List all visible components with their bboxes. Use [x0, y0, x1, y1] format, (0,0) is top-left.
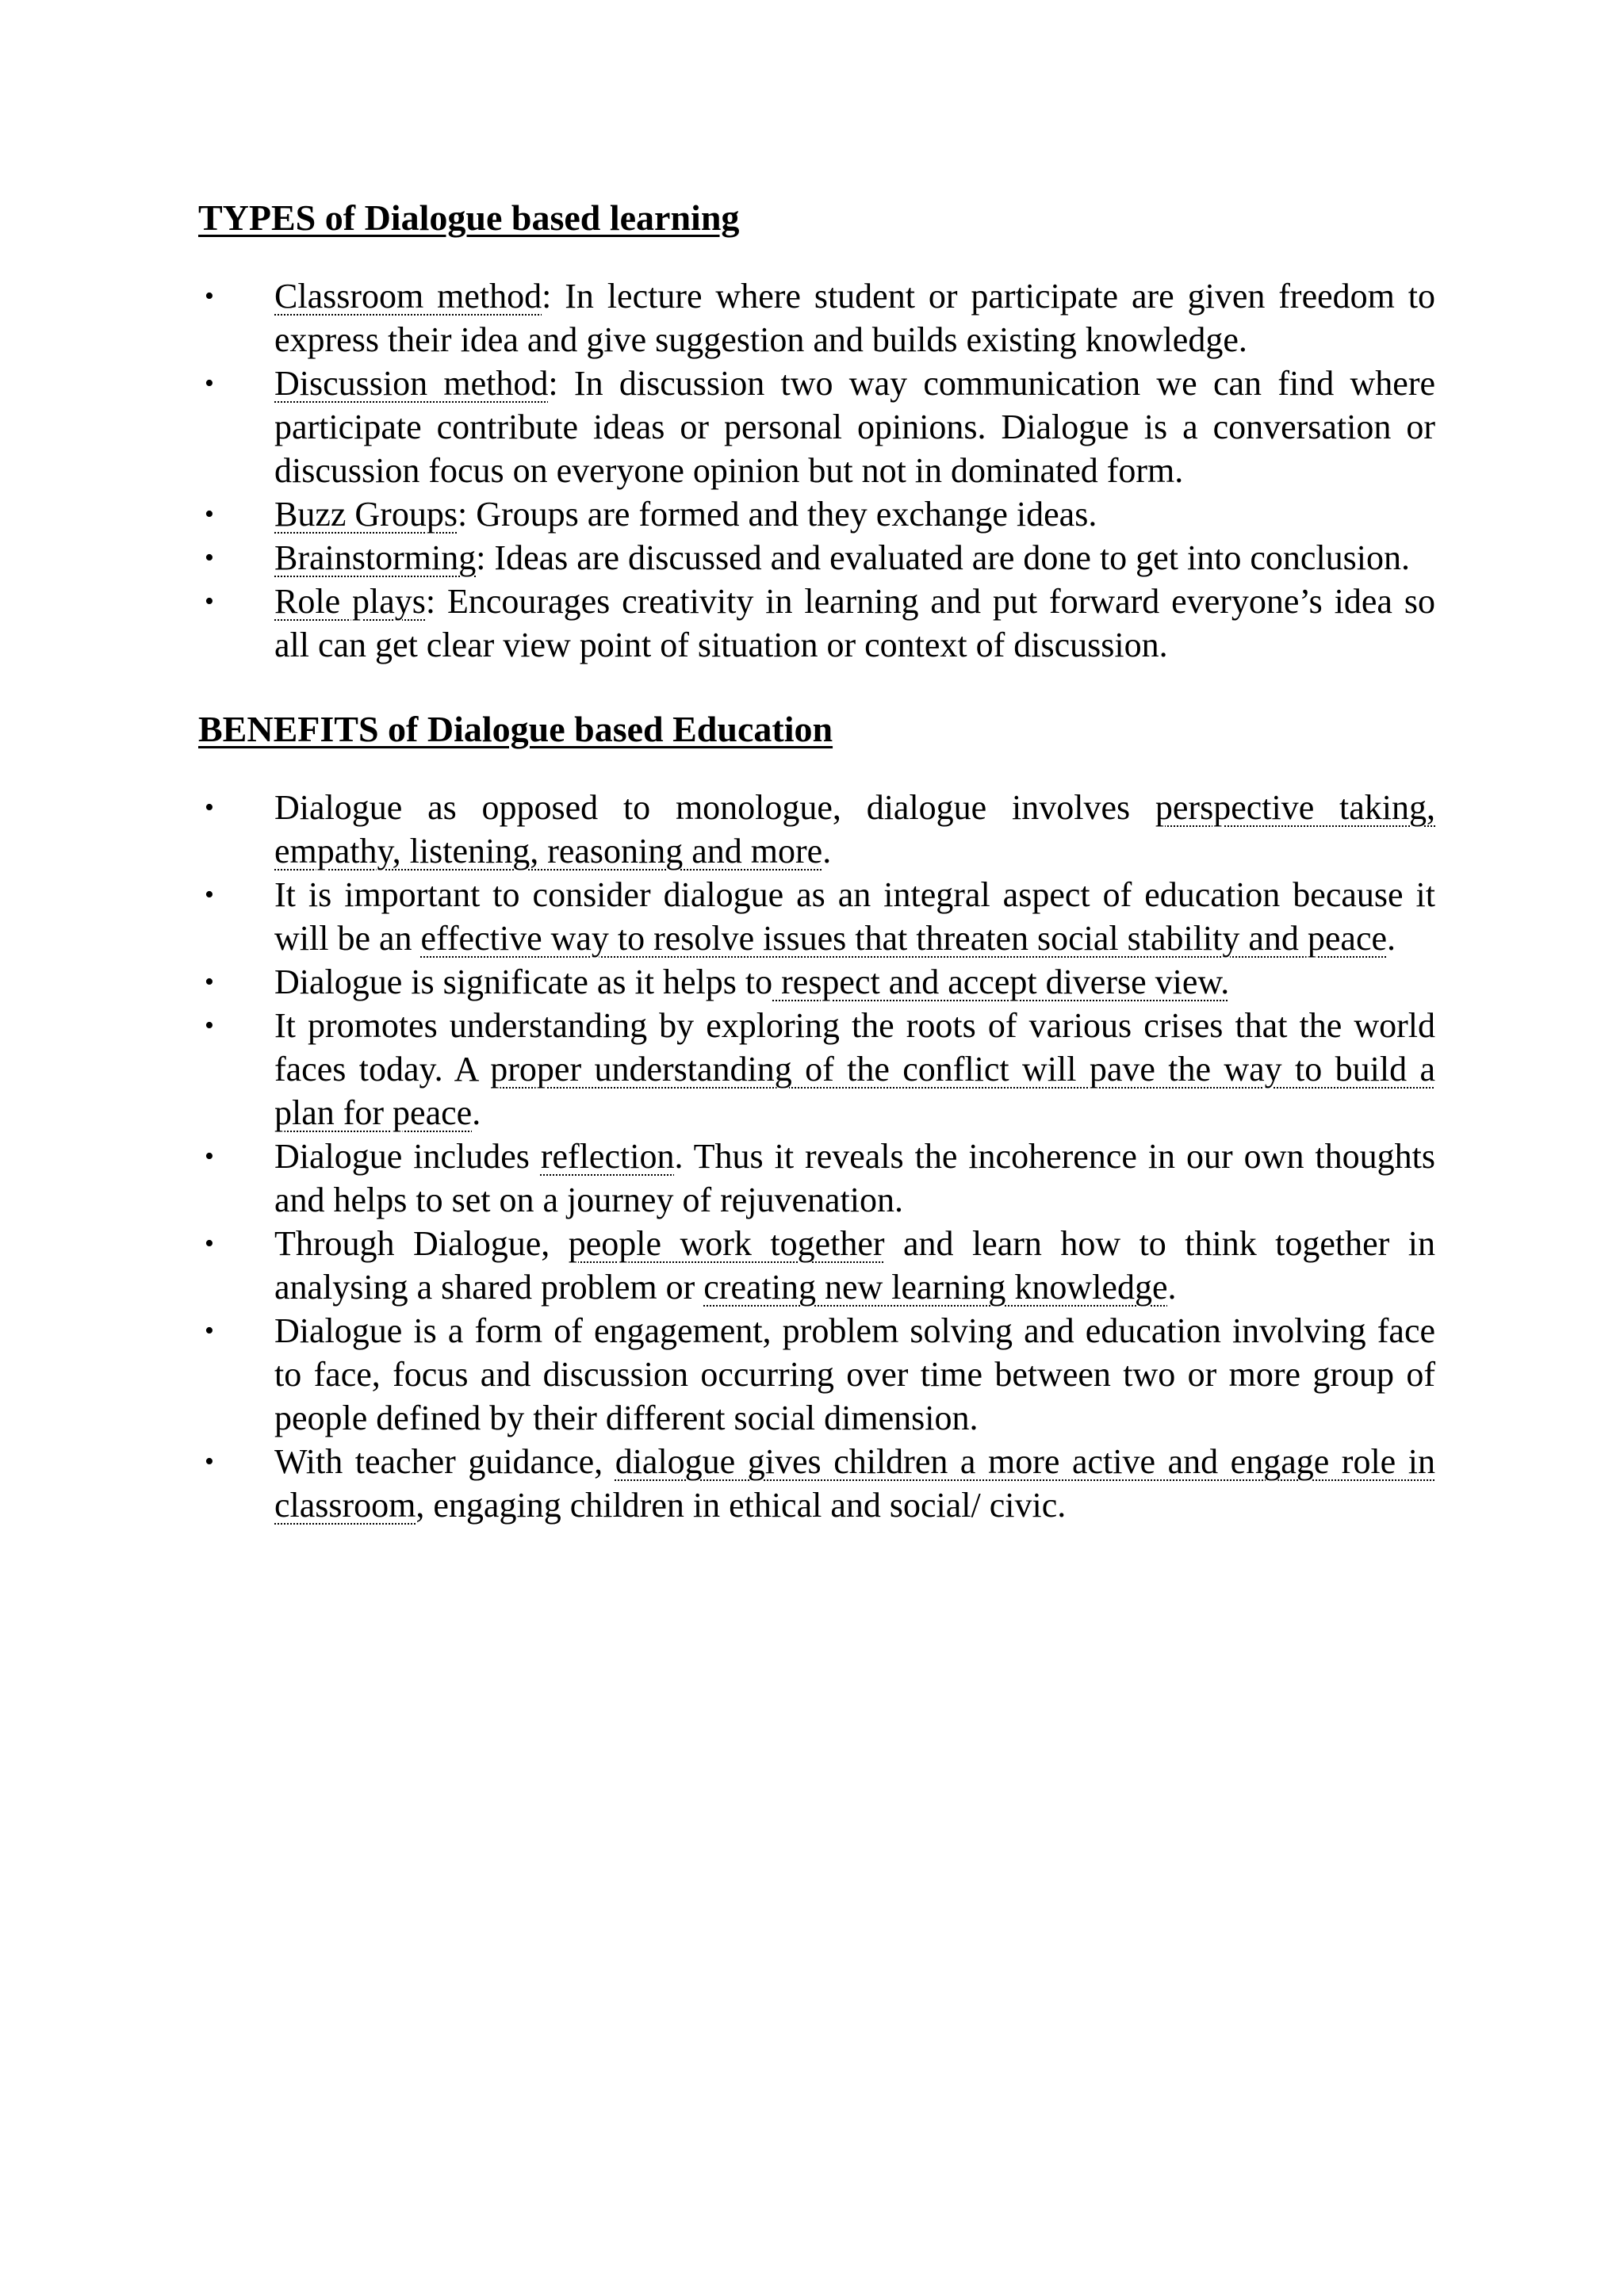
type-description: : Groups are formed and they exchange ideas. [457, 495, 1097, 534]
bullet-icon: • [205, 281, 214, 311]
bullet-icon: • [205, 967, 214, 997]
type-term: Classroom method [274, 277, 542, 316]
benefits-list [198, 786, 1435, 1527]
list-item [198, 1004, 1435, 1135]
type-term: Discussion method [274, 364, 549, 403]
bullet-icon: • [205, 793, 214, 822]
benefits-heading: BENEFITS of Dialogue based Education [198, 709, 833, 749]
benefit-text: , engaging children in ethical and social/ civic. [416, 1486, 1067, 1525]
benefit-text: Through Dialogue, [274, 1224, 569, 1263]
list-item [198, 1222, 1435, 1309]
list-item [198, 873, 1435, 960]
type-description: : In discussion two way communication we can find where participate contribute ideas or personal opinions. Dialogue is a conversation or discussion focus on everyone opinion but not in dominated form. [274, 364, 1436, 490]
benefit-highlight: creating new learning knowledge [703, 1268, 1168, 1307]
benefit-text: With teacher guidance, [274, 1442, 615, 1481]
type-term: Buzz Groups [274, 495, 458, 534]
bullet-icon: • [205, 880, 214, 909]
type-description: : Encourages creativity in learning and put forward everyone’s idea so all can get clear view point of situation or context of discussion. [274, 582, 1435, 664]
bullet-icon: • [205, 1142, 214, 1171]
benefit-text: It is important to consider dialogue as an integral aspect of education because it will be an [274, 875, 1435, 958]
list-item [198, 786, 1435, 873]
bullet-icon: • [205, 499, 214, 529]
type-description: : In lecture where student or participate are given freedom to express their idea and give suggestion and builds existing knowledge. [274, 277, 1435, 359]
benefit-highlight: dialogue gives children a more active and engage role in classroom [274, 1442, 1435, 1525]
bullet-icon: • [205, 543, 214, 572]
benefit-text: Dialogue as opposed to monologue, dialogue involves [274, 788, 1155, 827]
benefit-text: Dialogue is significate as it helps to [274, 962, 773, 1001]
list-item [198, 274, 1435, 362]
benefit-text: . [1167, 1268, 1177, 1307]
list-item [198, 492, 1435, 536]
list-item [198, 960, 1435, 1004]
bullet-icon: • [205, 1316, 214, 1345]
benefit-highlight: respect and accept diverse view. [772, 962, 1230, 1001]
list-item [198, 1440, 1435, 1527]
types-list [198, 274, 1435, 667]
benefit-highlight: perspective taking, empathy, listening, reasoning and more [274, 788, 1435, 871]
document-page [198, 190, 1435, 1527]
benefit-highlight: proper understanding of the conflict will pave the way to build a plan for peace [274, 1050, 1435, 1132]
benefit-highlight: reflection [540, 1137, 675, 1176]
list-item [198, 536, 1435, 580]
benefit-text: and learn how to think together in analysing a shared problem or [274, 1224, 1435, 1307]
bullet-icon: • [205, 1447, 214, 1476]
bullet-icon: • [205, 587, 214, 616]
benefit-text: . [1387, 919, 1396, 958]
benefit-highlight: people work together [568, 1224, 885, 1263]
type-description: : Ideas are discussed and evaluated are done to get into conclusion. [476, 538, 1411, 577]
bullet-icon: • [205, 369, 214, 398]
bullet-icon: • [205, 1229, 214, 1258]
benefit-text: . [822, 832, 832, 871]
benefit-text: It promotes understanding by exploring the roots of various crises that the world faces today. A [274, 1006, 1435, 1089]
benefit-text: Dialogue is a form of engagement, problem solving and education involving face to face, focus and discussion occurring over time between two or more group of people defined by their different social dimension. [274, 1311, 1435, 1437]
list-item [198, 580, 1435, 667]
types-heading: TYPES of Dialogue based learning [198, 197, 740, 238]
benefit-highlight: effective way to resolve issues that threaten social stability and peace [420, 919, 1388, 958]
benefit-text: Dialogue includes [274, 1137, 541, 1176]
bullet-icon: • [205, 1011, 214, 1040]
list-item [198, 362, 1435, 492]
benefit-text: . [472, 1093, 481, 1132]
type-term: Role plays [274, 582, 426, 621]
type-term: Brainstorming [274, 538, 477, 577]
list-item [198, 1309, 1435, 1440]
list-item [198, 1135, 1435, 1222]
benefit-text: . Thus it reveals the incoherence in our own thoughts and helps to set on a journey of rejuvenation. [274, 1137, 1435, 1219]
